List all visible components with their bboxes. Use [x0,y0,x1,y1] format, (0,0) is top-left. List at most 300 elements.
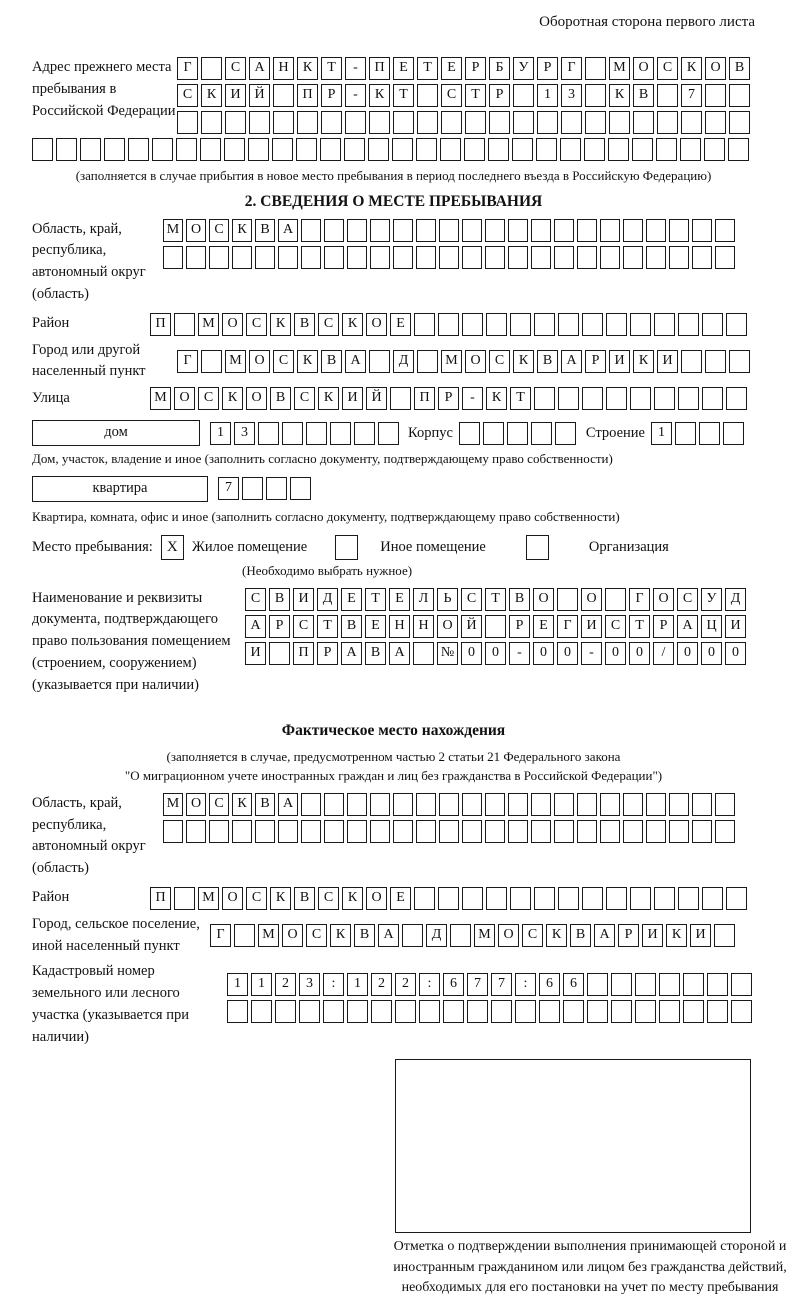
char-box[interactable]: П [293,642,314,665]
char-box[interactable]: 7 [681,84,702,107]
char-box[interactable]: - [509,642,530,665]
char-box[interactable] [657,84,678,107]
char-box[interactable] [692,793,712,816]
char-box[interactable] [414,313,435,336]
char-box[interactable] [537,111,558,134]
char-box[interactable]: Й [461,615,482,638]
char-box[interactable]: Т [629,615,650,638]
char-box[interactable] [582,387,603,410]
char-box[interactable]: У [701,588,722,611]
char-box[interactable]: О [186,793,206,816]
char-box[interactable] [630,387,651,410]
char-box[interactable]: 3 [299,973,320,996]
char-box[interactable] [232,820,252,843]
char-box[interactable]: П [150,887,171,910]
char-box[interactable]: Р [653,615,674,638]
char-box[interactable] [177,111,198,134]
char-box[interactable] [675,422,696,445]
char-box[interactable]: Н [389,615,410,638]
char-box[interactable] [726,313,747,336]
char-box[interactable] [646,793,666,816]
char-box[interactable] [248,138,269,161]
char-box[interactable] [441,111,462,134]
char-box[interactable] [692,820,712,843]
char-box[interactable]: 0 [701,642,722,665]
char-box[interactable]: Т [317,615,338,638]
char-box[interactable]: В [270,387,291,410]
char-box[interactable]: В [509,588,530,611]
char-box[interactable] [683,1000,704,1023]
char-box[interactable]: 6 [443,973,464,996]
char-box[interactable] [234,924,255,947]
char-box[interactable] [510,313,531,336]
char-box[interactable] [347,820,367,843]
char-box[interactable] [378,422,399,445]
char-box[interactable] [715,246,735,269]
char-box[interactable]: Н [413,615,434,638]
char-box[interactable] [413,642,434,665]
char-box[interactable]: К [270,313,291,336]
char-box[interactable] [278,246,298,269]
char-box[interactable]: О [222,887,243,910]
char-box[interactable] [577,246,597,269]
char-box[interactable]: С [318,313,339,336]
char-box[interactable]: С [318,887,339,910]
char-box[interactable]: И [642,924,663,947]
char-box[interactable] [554,246,574,269]
char-box[interactable] [301,219,321,242]
char-box[interactable] [201,350,222,373]
char-box[interactable] [560,138,581,161]
char-box[interactable] [273,84,294,107]
char-box[interactable]: М [198,313,219,336]
char-box[interactable]: К [369,84,390,107]
char-box[interactable] [324,219,344,242]
char-box[interactable]: А [594,924,615,947]
char-box[interactable]: С [657,57,678,80]
char-box[interactable]: Е [393,57,414,80]
char-box[interactable] [485,246,505,269]
char-box[interactable] [347,246,367,269]
char-box[interactable] [577,820,597,843]
char-box[interactable] [715,219,735,242]
char-box[interactable] [558,887,579,910]
char-box[interactable] [344,138,365,161]
char-box[interactable] [681,350,702,373]
char-box[interactable]: П [369,57,390,80]
char-box[interactable] [249,111,270,134]
char-box[interactable]: С [209,793,229,816]
char-box[interactable] [369,111,390,134]
char-box[interactable]: К [297,57,318,80]
char-box[interactable]: Д [426,924,447,947]
char-box[interactable]: В [269,588,290,611]
char-box[interactable] [508,219,528,242]
char-box[interactable] [582,313,603,336]
char-box[interactable] [370,793,390,816]
char-box[interactable] [330,422,351,445]
char-box[interactable] [582,887,603,910]
char-box[interactable] [577,219,597,242]
char-box[interactable]: О [366,887,387,910]
char-box[interactable]: А [561,350,582,373]
char-box[interactable] [513,84,534,107]
char-box[interactable] [600,219,620,242]
char-box[interactable]: П [150,313,171,336]
char-box[interactable]: М [609,57,630,80]
char-box[interactable]: В [354,924,375,947]
char-box[interactable]: А [341,642,362,665]
char-box[interactable] [370,820,390,843]
char-box[interactable] [630,313,651,336]
char-box[interactable]: Р [489,84,510,107]
char-box[interactable]: С [306,924,327,947]
char-box[interactable] [371,1000,392,1023]
char-box[interactable] [306,422,327,445]
char-box[interactable] [705,350,726,373]
char-box[interactable] [251,1000,272,1023]
char-box[interactable]: О [222,313,243,336]
char-box[interactable] [443,1000,464,1023]
char-box[interactable] [201,111,222,134]
char-box[interactable] [531,820,551,843]
char-box[interactable]: 0 [461,642,482,665]
char-box[interactable] [557,588,578,611]
char-box[interactable] [297,111,318,134]
char-box[interactable]: Д [393,350,414,373]
char-box[interactable] [512,138,533,161]
char-box[interactable] [584,138,605,161]
char-box[interactable] [464,138,485,161]
char-box[interactable]: О [465,350,486,373]
char-box[interactable] [554,820,574,843]
char-box[interactable]: С [225,57,246,80]
char-box[interactable]: В [537,350,558,373]
char-box[interactable]: О [174,387,195,410]
char-box[interactable] [416,219,436,242]
char-box[interactable] [681,111,702,134]
char-box[interactable] [201,57,222,80]
char-box[interactable] [508,820,528,843]
char-box[interactable] [176,138,197,161]
char-box[interactable]: А [345,350,366,373]
house-field-box[interactable]: дом [32,420,200,446]
char-box[interactable] [723,422,744,445]
char-box[interactable] [728,138,749,161]
char-box[interactable] [402,924,423,947]
char-box[interactable]: С [246,887,267,910]
char-box[interactable]: К [342,313,363,336]
char-box[interactable]: Г [561,57,582,80]
char-box[interactable]: И [225,84,246,107]
char-box[interactable]: С [177,84,198,107]
char-box[interactable]: 7 [467,973,488,996]
char-box[interactable]: Р [465,57,486,80]
char-box[interactable] [269,642,290,665]
char-box[interactable] [393,246,413,269]
char-box[interactable]: М [225,350,246,373]
char-box[interactable]: К [201,84,222,107]
char-box[interactable]: О [249,350,270,373]
char-box[interactable]: Д [317,588,338,611]
char-box[interactable] [393,793,413,816]
char-box[interactable] [731,1000,752,1023]
char-box[interactable] [606,313,627,336]
char-box[interactable] [646,820,666,843]
char-box[interactable] [680,138,701,161]
char-box[interactable]: А [378,924,399,947]
char-box[interactable]: К [330,924,351,947]
char-box[interactable]: Е [365,615,386,638]
char-box[interactable]: С [198,387,219,410]
char-box[interactable] [282,422,303,445]
char-box[interactable]: А [677,615,698,638]
char-box[interactable]: В [570,924,591,947]
char-box[interactable] [729,111,750,134]
char-box[interactable] [646,219,666,242]
char-box[interactable] [534,387,555,410]
char-box[interactable] [462,887,483,910]
char-box[interactable] [585,111,606,134]
char-box[interactable]: А [389,642,410,665]
char-box[interactable]: М [163,219,183,242]
char-box[interactable]: С [246,313,267,336]
char-box[interactable] [255,246,275,269]
char-box[interactable]: О [533,588,554,611]
char-box[interactable] [321,111,342,134]
char-box[interactable] [729,84,750,107]
char-box[interactable] [726,887,747,910]
char-box[interactable] [320,138,341,161]
char-box[interactable] [438,313,459,336]
char-box[interactable] [416,793,436,816]
char-box[interactable]: С [294,387,315,410]
char-box[interactable]: 0 [725,642,746,665]
char-box[interactable]: К [270,887,291,910]
char-box[interactable] [623,246,643,269]
char-box[interactable]: 0 [605,642,626,665]
char-box[interactable] [417,350,438,373]
char-box[interactable]: 0 [533,642,554,665]
char-box[interactable]: О [705,57,726,80]
char-box[interactable] [611,973,632,996]
char-box[interactable]: М [163,793,183,816]
char-box[interactable]: Т [465,84,486,107]
char-box[interactable] [536,138,557,161]
char-box[interactable] [714,924,735,947]
char-box[interactable]: И [581,615,602,638]
char-box[interactable] [419,1000,440,1023]
char-box[interactable] [467,1000,488,1023]
char-box[interactable] [623,219,643,242]
char-box[interactable] [438,887,459,910]
char-box[interactable]: М [258,924,279,947]
char-box[interactable] [561,111,582,134]
char-box[interactable]: Е [390,887,411,910]
char-box[interactable]: Р [269,615,290,638]
char-box[interactable]: 1 [651,422,672,445]
char-box[interactable]: С [245,588,266,611]
char-box[interactable] [699,422,720,445]
char-box[interactable] [515,1000,536,1023]
char-box[interactable] [483,422,504,445]
char-box[interactable]: 2 [371,973,392,996]
char-box[interactable] [623,793,643,816]
char-box[interactable]: К [318,387,339,410]
char-box[interactable] [462,313,483,336]
char-box[interactable] [439,793,459,816]
char-box[interactable] [324,793,344,816]
char-box[interactable] [266,477,287,500]
char-box[interactable] [702,387,723,410]
char-box[interactable] [174,887,195,910]
char-box[interactable] [654,313,675,336]
char-box[interactable] [272,138,293,161]
char-box[interactable] [290,477,311,500]
char-box[interactable] [659,973,680,996]
char-box[interactable]: - [345,84,366,107]
char-box[interactable] [678,387,699,410]
char-box[interactable] [104,138,125,161]
char-box[interactable]: Р [317,642,338,665]
char-box[interactable]: : [419,973,440,996]
char-box[interactable]: К [486,387,507,410]
char-box[interactable] [301,793,321,816]
char-box[interactable] [705,111,726,134]
char-box[interactable] [558,387,579,410]
char-box[interactable] [669,246,689,269]
char-box[interactable] [606,887,627,910]
char-box[interactable] [623,820,643,843]
char-box[interactable] [439,820,459,843]
char-box[interactable] [510,887,531,910]
char-box[interactable] [324,820,344,843]
char-box[interactable]: Р [509,615,530,638]
char-box[interactable]: Е [533,615,554,638]
char-box[interactable]: О [581,588,602,611]
char-box[interactable]: П [297,84,318,107]
char-box[interactable] [450,924,471,947]
char-box[interactable]: Т [417,57,438,80]
char-box[interactable] [555,422,576,445]
char-box[interactable] [416,246,436,269]
char-box[interactable]: К [297,350,318,373]
char-box[interactable]: О [186,219,206,242]
char-box[interactable]: С [273,350,294,373]
char-box[interactable]: Г [177,350,198,373]
char-box[interactable] [731,973,752,996]
char-box[interactable]: Л [413,588,434,611]
char-box[interactable]: С [522,924,543,947]
char-box[interactable] [605,588,626,611]
char-box[interactable]: С [461,588,482,611]
char-box[interactable] [606,387,627,410]
char-box[interactable]: К [546,924,567,947]
char-box[interactable]: 0 [677,642,698,665]
char-box[interactable] [656,138,677,161]
char-box[interactable]: Г [177,57,198,80]
char-box[interactable] [462,219,482,242]
char-box[interactable] [186,820,206,843]
char-box[interactable]: О [437,615,458,638]
char-box[interactable] [609,111,630,134]
char-box[interactable] [414,887,435,910]
char-box[interactable]: - [462,387,483,410]
char-box[interactable]: Т [321,57,342,80]
char-box[interactable]: Е [390,313,411,336]
char-box[interactable]: 0 [485,642,506,665]
char-box[interactable] [507,422,528,445]
char-box[interactable] [370,219,390,242]
char-box[interactable] [152,138,173,161]
char-box[interactable]: 1 [347,973,368,996]
char-box[interactable] [600,246,620,269]
char-box[interactable] [459,422,480,445]
char-box[interactable] [224,138,245,161]
char-box[interactable]: В [294,887,315,910]
char-box[interactable] [324,246,344,269]
char-box[interactable] [587,973,608,996]
char-box[interactable] [485,820,505,843]
char-box[interactable] [531,422,552,445]
char-box[interactable] [225,111,246,134]
char-box[interactable] [485,219,505,242]
char-box[interactable] [491,1000,512,1023]
char-box[interactable]: П [414,387,435,410]
char-box[interactable]: О [653,588,674,611]
char-box[interactable] [707,1000,728,1023]
char-box[interactable] [715,820,735,843]
char-box[interactable] [301,820,321,843]
char-box[interactable]: Е [441,57,462,80]
char-box[interactable]: 0 [629,642,650,665]
char-box[interactable]: Й [249,84,270,107]
char-box[interactable]: Ь [437,588,458,611]
char-box[interactable]: Р [585,350,606,373]
char-box[interactable]: А [278,793,298,816]
char-box[interactable]: Т [485,588,506,611]
char-box[interactable] [417,84,438,107]
char-box[interactable]: Д [725,588,746,611]
char-box[interactable] [554,793,574,816]
char-box[interactable]: 6 [563,973,584,996]
char-box[interactable]: С [677,588,698,611]
char-box[interactable] [554,219,574,242]
char-box[interactable] [531,793,551,816]
char-box[interactable]: 7 [491,973,512,996]
char-box[interactable]: - [345,57,366,80]
char-box[interactable] [440,138,461,161]
char-box[interactable] [299,1000,320,1023]
char-box[interactable]: С [489,350,510,373]
char-box[interactable] [558,313,579,336]
char-box[interactable]: И [342,387,363,410]
char-box[interactable]: К [633,350,654,373]
char-box[interactable]: В [633,84,654,107]
char-box[interactable]: К [513,350,534,373]
char-box[interactable] [534,887,555,910]
char-box[interactable] [347,793,367,816]
char-box[interactable] [416,820,436,843]
char-box[interactable] [347,1000,368,1023]
char-box[interactable] [227,1000,248,1023]
char-box[interactable]: О [498,924,519,947]
char-box[interactable]: Р [618,924,639,947]
char-box[interactable]: 1 [227,973,248,996]
char-box[interactable] [232,246,252,269]
char-box[interactable] [488,138,509,161]
char-box[interactable]: И [657,350,678,373]
